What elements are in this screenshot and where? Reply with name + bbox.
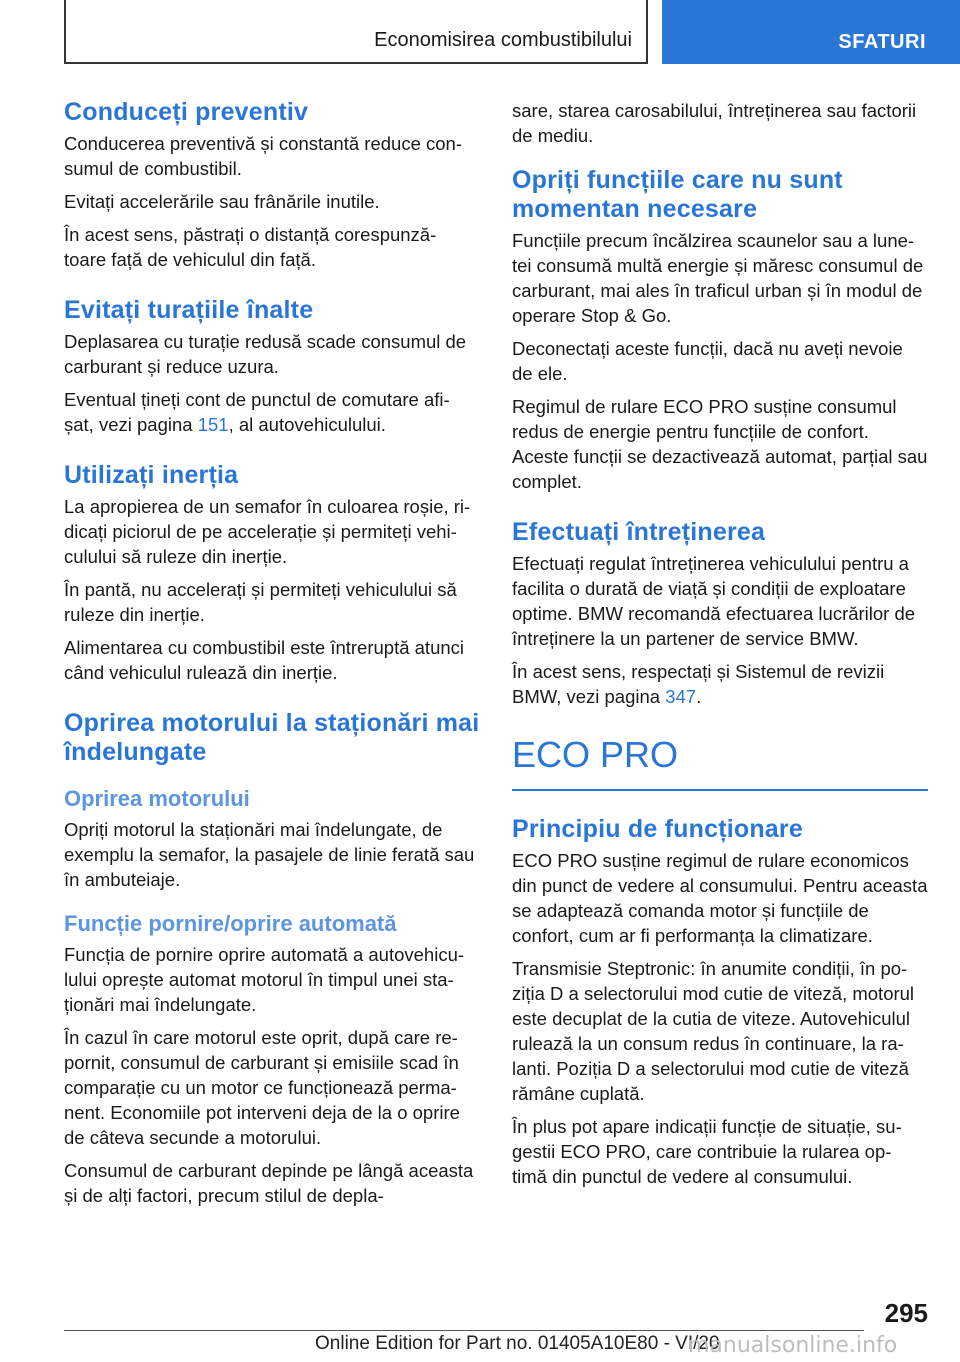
heading-principiu: Principiu de funcționare	[512, 815, 803, 843]
paragraph: Efectuați regulat întreținerea vehiculului pentru a facilita o durată de viață și condiții de exploatare optime. BMW recomandă efectuarea lucrărilor de întreținere la un partener de service BMW.	[512, 553, 916, 649]
chapter-title-eco-pro: ECO PRO	[512, 733, 928, 791]
left-column	[64, 98, 480, 1216]
subheading-oprirea-motorului: Oprirea motorului	[64, 786, 250, 811]
paragraph: Funcțiile precum încălzirea scaunelor sau a lune‐ tei consumă multă energie și măresc consumul de carburant, mai ales în traficul urban și în modul de operare Stop & Go.	[512, 230, 924, 326]
paragraph: Conducerea preventivă și constantă reduce con‐ sumul de combustibil.	[64, 133, 462, 179]
right-column	[512, 98, 928, 1197]
paragraph: Eventual țineți cont de punctul de comutare afi‐ șat, vezi pagina 151, al autovehiculului.	[64, 389, 450, 435]
paragraph: ECO PRO susține regimul de rulare economicos din punct de vedere al consumului. Pentru aceasta se adaptează comanda motor și funcțiile de confort, cum ar fi performanța la climatizare.	[512, 850, 928, 946]
page-link-151[interactable]: 151	[197, 414, 229, 435]
paragraph: Funcția de pornire oprire automată a autovehicu‐ lului oprește automat motorul în timpul unei sta‐ ționări mai îndelungate.	[64, 944, 465, 1015]
watermark-domain: manualsonline.info	[688, 1333, 898, 1358]
paragraph: Transmisie Steptronic: în anumite condiții, în po‐ ziția D a selectorului mod cutie de viteză, motorul este decuplat de la cutia de viteze. Autovehiculul rulează la un consum redus în continuare, la ra‐ lanti. Poziția D a selectorului mod cutie de viteză rămâne cuplată.	[512, 958, 915, 1104]
heading-utilizati-inertia: Utilizați inerția	[64, 461, 239, 489]
paragraph: În plus pot apare indicații funcție de situație, su‐ gestii ECO PRO, care contribuie la rularea op‐ timă din punctul de vedere al consumului.	[512, 1116, 902, 1187]
paragraph: Regimul de rulare ECO PRO susține consumul redus de energie pentru funcțiile de confort. Aceste funcții se dezactivează automat, parțial sau complet.	[512, 396, 928, 492]
paragraph: În cazul în care motorul este oprit, după care re‐ pornit, consumul de carburant și emisiile scad în comparație cu un motor ce funcționează perma‐ nent. Economiile pot interveni deja de la o oprire de câteva secunde a motorului.	[64, 1027, 460, 1148]
footer-edition: Online Edition for Part no. 01405A10E80 - VI/20	[315, 1333, 720, 1354]
header-section-box	[64, 0, 648, 64]
paragraph: În acest sens, respectați și Sistemul de revizii BMW, vezi pagina 347.	[512, 661, 885, 707]
paragraph: Alimentarea cu combustibil este întreruptă atunci când vehiculul rulează din inerție.	[64, 637, 465, 683]
subheading-functie-pornire-oprire: Funcție pornire/oprire automată	[64, 911, 397, 936]
header-tab	[662, 0, 960, 64]
paragraph: În acest sens, păstrați o distanță corespunză‐ toare față de vehiculul din față.	[64, 224, 437, 270]
paragraph: Evitați accelerările sau frânările inutile.	[64, 191, 380, 212]
paragraph: La apropierea de un semafor în culoarea roșie, ri‐ dicați piciorul de pe accelerație și permiteți vehi‐ culului să ruleze din inerție.	[64, 496, 471, 567]
heading-conduceti-preventiv: Conduceți preventiv	[64, 98, 309, 126]
heading-oprirea-motorului-stationari: Oprirea motorului la staționări mai îndelungate	[64, 709, 480, 766]
paragraph: Deplasarea cu turație redusă scade consumul de carburant și reduce uzura.	[64, 331, 467, 377]
paragraph: Deconectați aceste funcții, dacă nu aveți nevoie de ele.	[512, 338, 903, 384]
header-section-title: Economisirea combustibilului	[374, 29, 632, 51]
paragraph: În pantă, nu accelerați și permiteți vehiculului să ruleze din inerție.	[64, 579, 457, 625]
header-tab-label: SFATURI	[838, 31, 926, 53]
heading-opriti-functiile: Opriți funcțiile care nu sunt momentan necesare	[512, 166, 843, 223]
watermark	[688, 1333, 897, 1358]
footer-divider	[64, 1330, 864, 1331]
page-number: 295	[884, 1298, 928, 1328]
paragraph: Opriți motorul la staționări mai îndelungate, de exemplu la semafor, la pasajele de linie ferată sau în ambuteiaje.	[64, 819, 475, 890]
heading-evitati-turatiile: Evitați turațiile înalte	[64, 296, 314, 324]
heading-efectuati-intretinerea: Efectuați întreținerea	[512, 518, 766, 546]
page-link-347[interactable]: 347	[665, 686, 697, 707]
paragraph: sare, starea carosabilului, întreținerea sau factorii de mediu.	[512, 100, 917, 146]
paragraph: Consumul de carburant depinde pe lângă aceasta și de alți factori, precum stilul de depla‐	[64, 1160, 474, 1206]
